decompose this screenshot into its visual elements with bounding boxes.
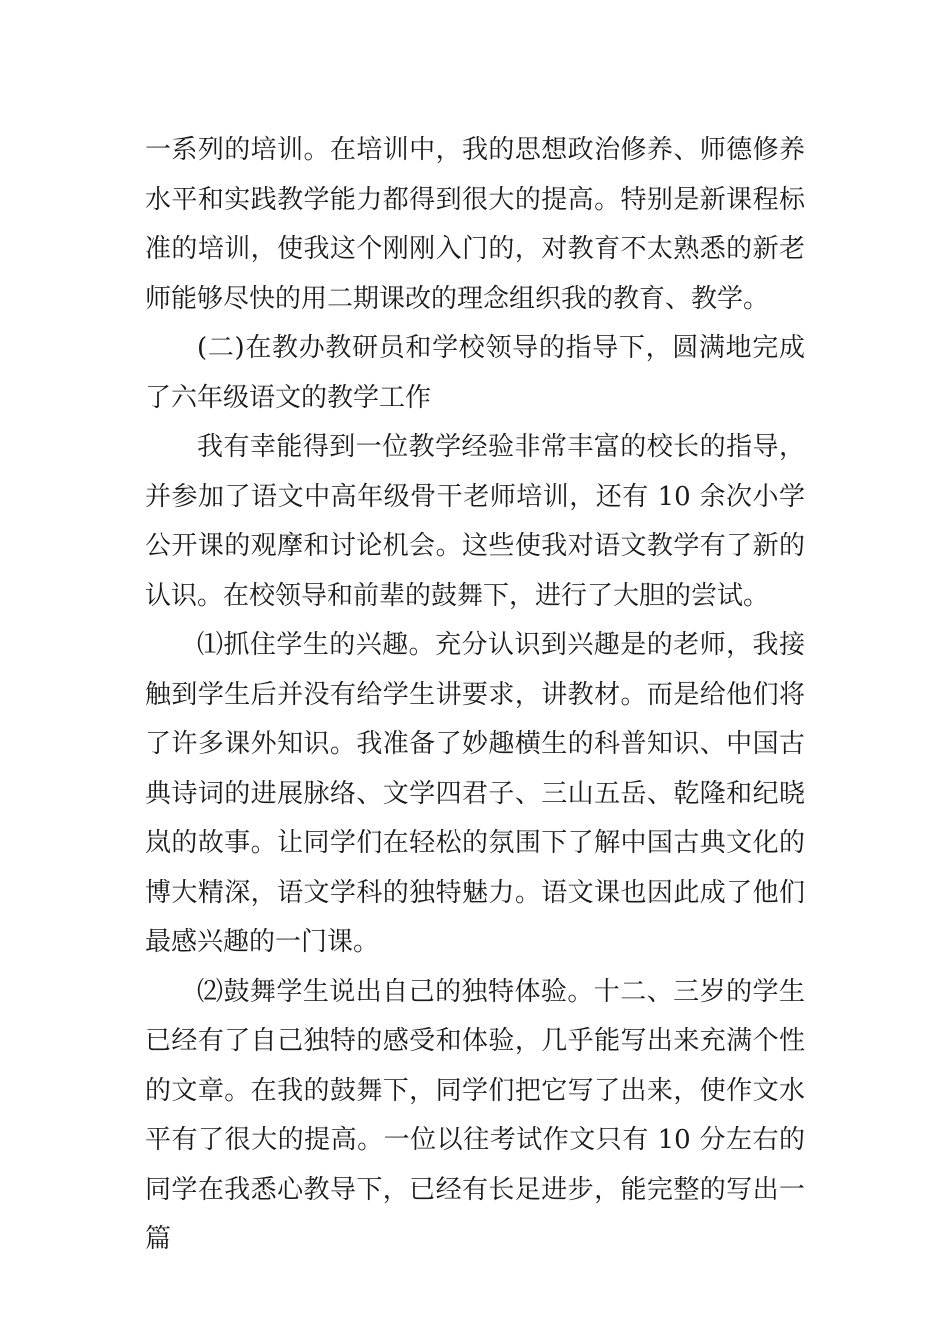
document-page: [145, 126, 805, 1265]
paragraph-point-two-experience: ⑵鼓舞学生说出自己的独特体验。十二、三岁的学生已经有了自己独特的感受和体验，几乎能写出来充满个性的文章。在我的鼓舞下，同学们把它写了出来，使作文水平有了很大的提高。一位以往考试作文只有 10 分左右的同学在我悉心教导下，已经有长足进步，能完整的写出一篇: [145, 976, 805, 1254]
paragraph-section-two-heading: (二)在教办教研员和学校领导的指导下，圆满地完成了六年级语文的教学工作: [145, 333, 805, 413]
paragraph-training-summary: 一系列的培训。在培训中，我的思想政治修养、师德修养水平和实践教学能力都得到很大的提高。特别是新课程标准的培训，使我这个刚刚入门的，对教育不太熟悉的新老师能够尽快的用二期课改的理念组织我的教育、教学。: [145, 135, 805, 314]
paragraph-point-one-interest: ⑴抓住学生的兴趣。充分认识到兴趣是的老师，我接触到学生后并没有给学生讲要求，讲教材。而是给他们将了许多课外知识。我准备了妙趣横生的科普知识、中国古典诗词的进展脉络、文学四君子、三山五岳、乾隆和纪晓岚的故事。让同学们在轻松的氛围下了解中国古典文化的博大精深，语文学科的独特魅力。语文课也因此成了他们最感兴趣的一门课。: [145, 630, 805, 957]
paragraph-guidance: 我有幸能得到一位教学经验非常丰富的校长的指导，并参加了语文中高年级骨干老师培训，还有 10 余次小学公开课的观摩和讨论机会。这些使我对语文教学有了新的认识。在校领导和前辈的鼓舞下，进行了大胆的尝试。: [145, 432, 805, 611]
